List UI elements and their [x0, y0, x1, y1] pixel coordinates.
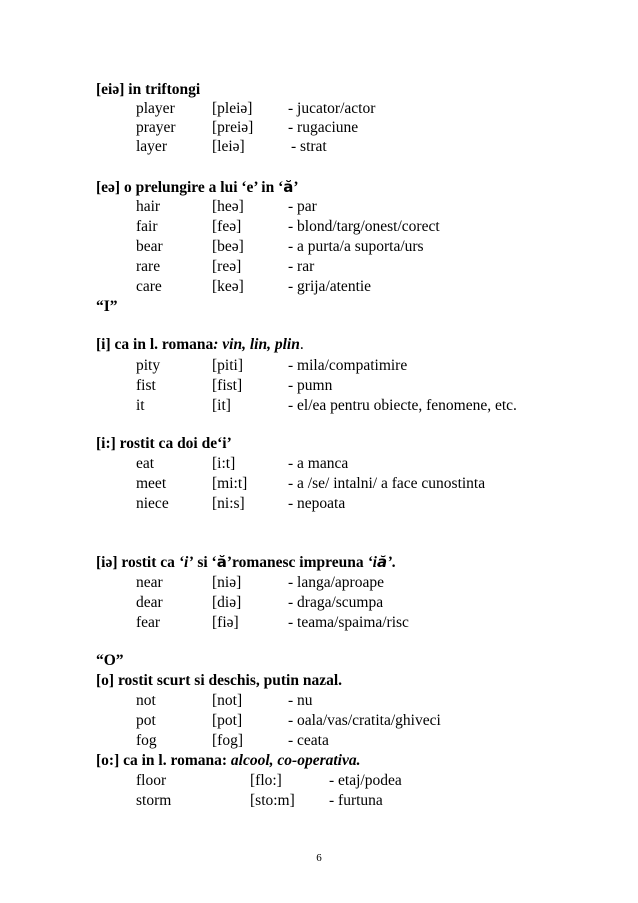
vocab-word: floor — [136, 772, 167, 789]
section-description: rostit ca doi de‘i’ — [115, 435, 232, 452]
vocab-word: fist — [136, 377, 156, 394]
section-title-text: “I” — [96, 298, 118, 315]
vocab-word: pot — [136, 712, 156, 729]
vocab-row — [0, 217, 638, 237]
phoneme-symbol: [eə] — [96, 179, 121, 196]
vocab-pronunciation: [i:t] — [212, 455, 236, 472]
section-header — [0, 751, 638, 771]
phoneme-symbol: [o] — [96, 672, 115, 689]
vocab-pronunciation: [feə] — [212, 218, 242, 235]
vocab-translation: - draga/scumpa — [288, 594, 384, 611]
vocab-pronunciation: [leiə] — [212, 138, 245, 155]
vocab-pronunciation: [flo:] — [250, 772, 282, 789]
vocab-translation: - a purta/a suporta/urs — [288, 238, 424, 255]
section-punctuation: . — [299, 336, 304, 353]
section-header — [0, 177, 638, 197]
vocab-pronunciation: [niə] — [212, 574, 242, 591]
section-example: : vin, lin, plin — [213, 336, 300, 353]
vocab-word: fear — [136, 614, 161, 631]
vocab-pronunciation: [fiə] — [212, 614, 239, 631]
vocab-row — [0, 257, 638, 277]
section-title — [0, 651, 638, 671]
vocab-pronunciation: [pot] — [212, 712, 243, 729]
vocab-row — [0, 197, 638, 217]
vocab-row — [0, 277, 638, 297]
vocab-pronunciation: [piti] — [212, 357, 243, 374]
section-header — [0, 434, 638, 454]
vocab-translation: - nepoata — [288, 495, 346, 512]
vocab-translation: - strat — [291, 138, 327, 155]
vocab-pronunciation: [reə] — [212, 258, 242, 275]
vocab-translation: - par — [288, 198, 317, 215]
vocab-row — [0, 613, 638, 633]
vocab-row — [0, 573, 638, 593]
section-glyph: ă — [283, 178, 294, 196]
vocab-pronunciation: [ni:s] — [212, 495, 245, 512]
vocab-word: pity — [136, 357, 161, 374]
vocab-pronunciation: [fist] — [212, 377, 243, 394]
section-glyph-2: ă — [376, 553, 388, 571]
vocab-word: fair — [136, 218, 158, 235]
vocab-translation: - etaj/podea — [329, 772, 402, 789]
vocab-word: layer — [136, 138, 167, 155]
vocab-translation: - pumn — [288, 377, 333, 394]
phoneme-symbol: [eiə] — [96, 81, 125, 98]
vocab-pronunciation: [heə] — [212, 198, 244, 215]
phoneme-symbol: [i:] — [96, 435, 116, 452]
vocab-row — [0, 791, 638, 811]
vocab-translation: - blond/targ/onest/corect — [288, 218, 440, 235]
vocab-row — [0, 396, 638, 416]
section-title — [0, 297, 638, 317]
vocab-word: dear — [136, 594, 163, 611]
section-description-mid: si ‘ — [193, 554, 217, 571]
vocab-pronunciation: [sto:m] — [250, 792, 295, 809]
phoneme-symbol: [iə] — [96, 554, 118, 571]
vocab-word: hair — [136, 198, 161, 215]
vocab-row — [0, 356, 638, 376]
vocab-translation: - teama/spaima/risc — [288, 614, 409, 631]
section-header — [0, 671, 638, 691]
vocab-translation: - nu — [288, 692, 313, 709]
vocab-row — [0, 237, 638, 257]
section-glyph: ă — [216, 553, 227, 571]
vocab-translation: - jucator/actor — [288, 100, 376, 117]
vocab-row — [0, 593, 638, 613]
section-description: in triftongi — [124, 81, 201, 98]
vocab-row — [0, 99, 638, 119]
vocab-translation: - furtuna — [329, 792, 383, 809]
section-example-2: ‘i — [367, 554, 377, 571]
section-title-text: “O” — [96, 652, 124, 669]
vocab-word: meet — [136, 475, 167, 492]
vocab-word: it — [136, 397, 145, 414]
section-description: rostit ca — [117, 554, 179, 571]
vocab-translation: - rar — [288, 258, 315, 275]
section-description: ca in l. romana: — [119, 752, 231, 769]
vocab-row — [0, 731, 638, 751]
vocab-pronunciation: [beə] — [212, 238, 244, 255]
vocab-row — [0, 454, 638, 474]
vocab-pronunciation: [it] — [212, 397, 231, 414]
section-example-3: ’. — [387, 554, 397, 571]
vocab-word: eat — [136, 455, 155, 472]
vocab-pronunciation: [keə] — [212, 278, 244, 295]
vocab-word: storm — [136, 792, 172, 809]
vocab-row — [0, 494, 638, 514]
vocab-translation: - ceata — [288, 732, 329, 749]
vocab-translation: - mila/compatimire — [288, 357, 408, 374]
vocab-word: rare — [136, 258, 161, 275]
section-header — [0, 552, 638, 572]
vocab-translation: - langa/aproape — [288, 574, 384, 591]
vocab-pronunciation: [fog] — [212, 732, 243, 749]
vocab-word: niece — [136, 495, 169, 512]
vocab-row — [0, 711, 638, 731]
vocab-row — [0, 474, 638, 494]
vocab-word: not — [136, 692, 156, 709]
vocab-word: care — [136, 278, 162, 295]
vocab-pronunciation: [preiə] — [212, 119, 254, 136]
vocab-word: fog — [136, 732, 157, 749]
section-example: alcool, co-operativa. — [230, 752, 361, 769]
phoneme-symbol: [i] — [96, 336, 111, 353]
section-description: rostit scurt si deschis, putin nazal. — [114, 672, 343, 689]
vocab-word: near — [136, 574, 163, 591]
vocab-translation: - grija/atentie — [288, 278, 372, 295]
section-example: ‘i’ — [178, 554, 194, 571]
vocab-row — [0, 691, 638, 711]
vocab-translation: - el/ea pentru obiecte, fenomene, etc. — [288, 397, 517, 414]
vocab-row — [0, 376, 638, 396]
vocab-word: prayer — [136, 119, 176, 136]
section-header — [0, 335, 638, 355]
phoneme-symbol: [o:] — [96, 752, 120, 769]
vocab-translation: - oala/vas/cratita/ghiveci — [288, 712, 441, 729]
section-header — [0, 80, 638, 100]
vocab-pronunciation: [not] — [212, 692, 243, 709]
section-description-end: ’romanesc impreuna — [226, 554, 368, 571]
section-description: o prelungire a lui ‘e’ in ‘ — [120, 179, 284, 196]
vocab-word: bear — [136, 238, 163, 255]
section-description-end: ’ — [293, 179, 299, 196]
section-description: ca in l. romana — [110, 336, 214, 353]
vocab-translation: - rugaciune — [288, 119, 359, 136]
vocab-pronunciation: [pleiə] — [212, 100, 253, 117]
vocab-row — [0, 137, 638, 157]
vocab-translation: - a /se/ intalni/ a face cunostinta — [288, 475, 486, 492]
page-number: 6 — [316, 852, 322, 864]
vocab-word: player — [136, 100, 175, 117]
vocab-pronunciation: [diə] — [212, 594, 242, 611]
vocab-pronunciation: [mi:t] — [212, 475, 248, 492]
vocab-row — [0, 118, 638, 138]
vocab-row — [0, 771, 638, 791]
vocab-translation: - a manca — [288, 455, 349, 472]
